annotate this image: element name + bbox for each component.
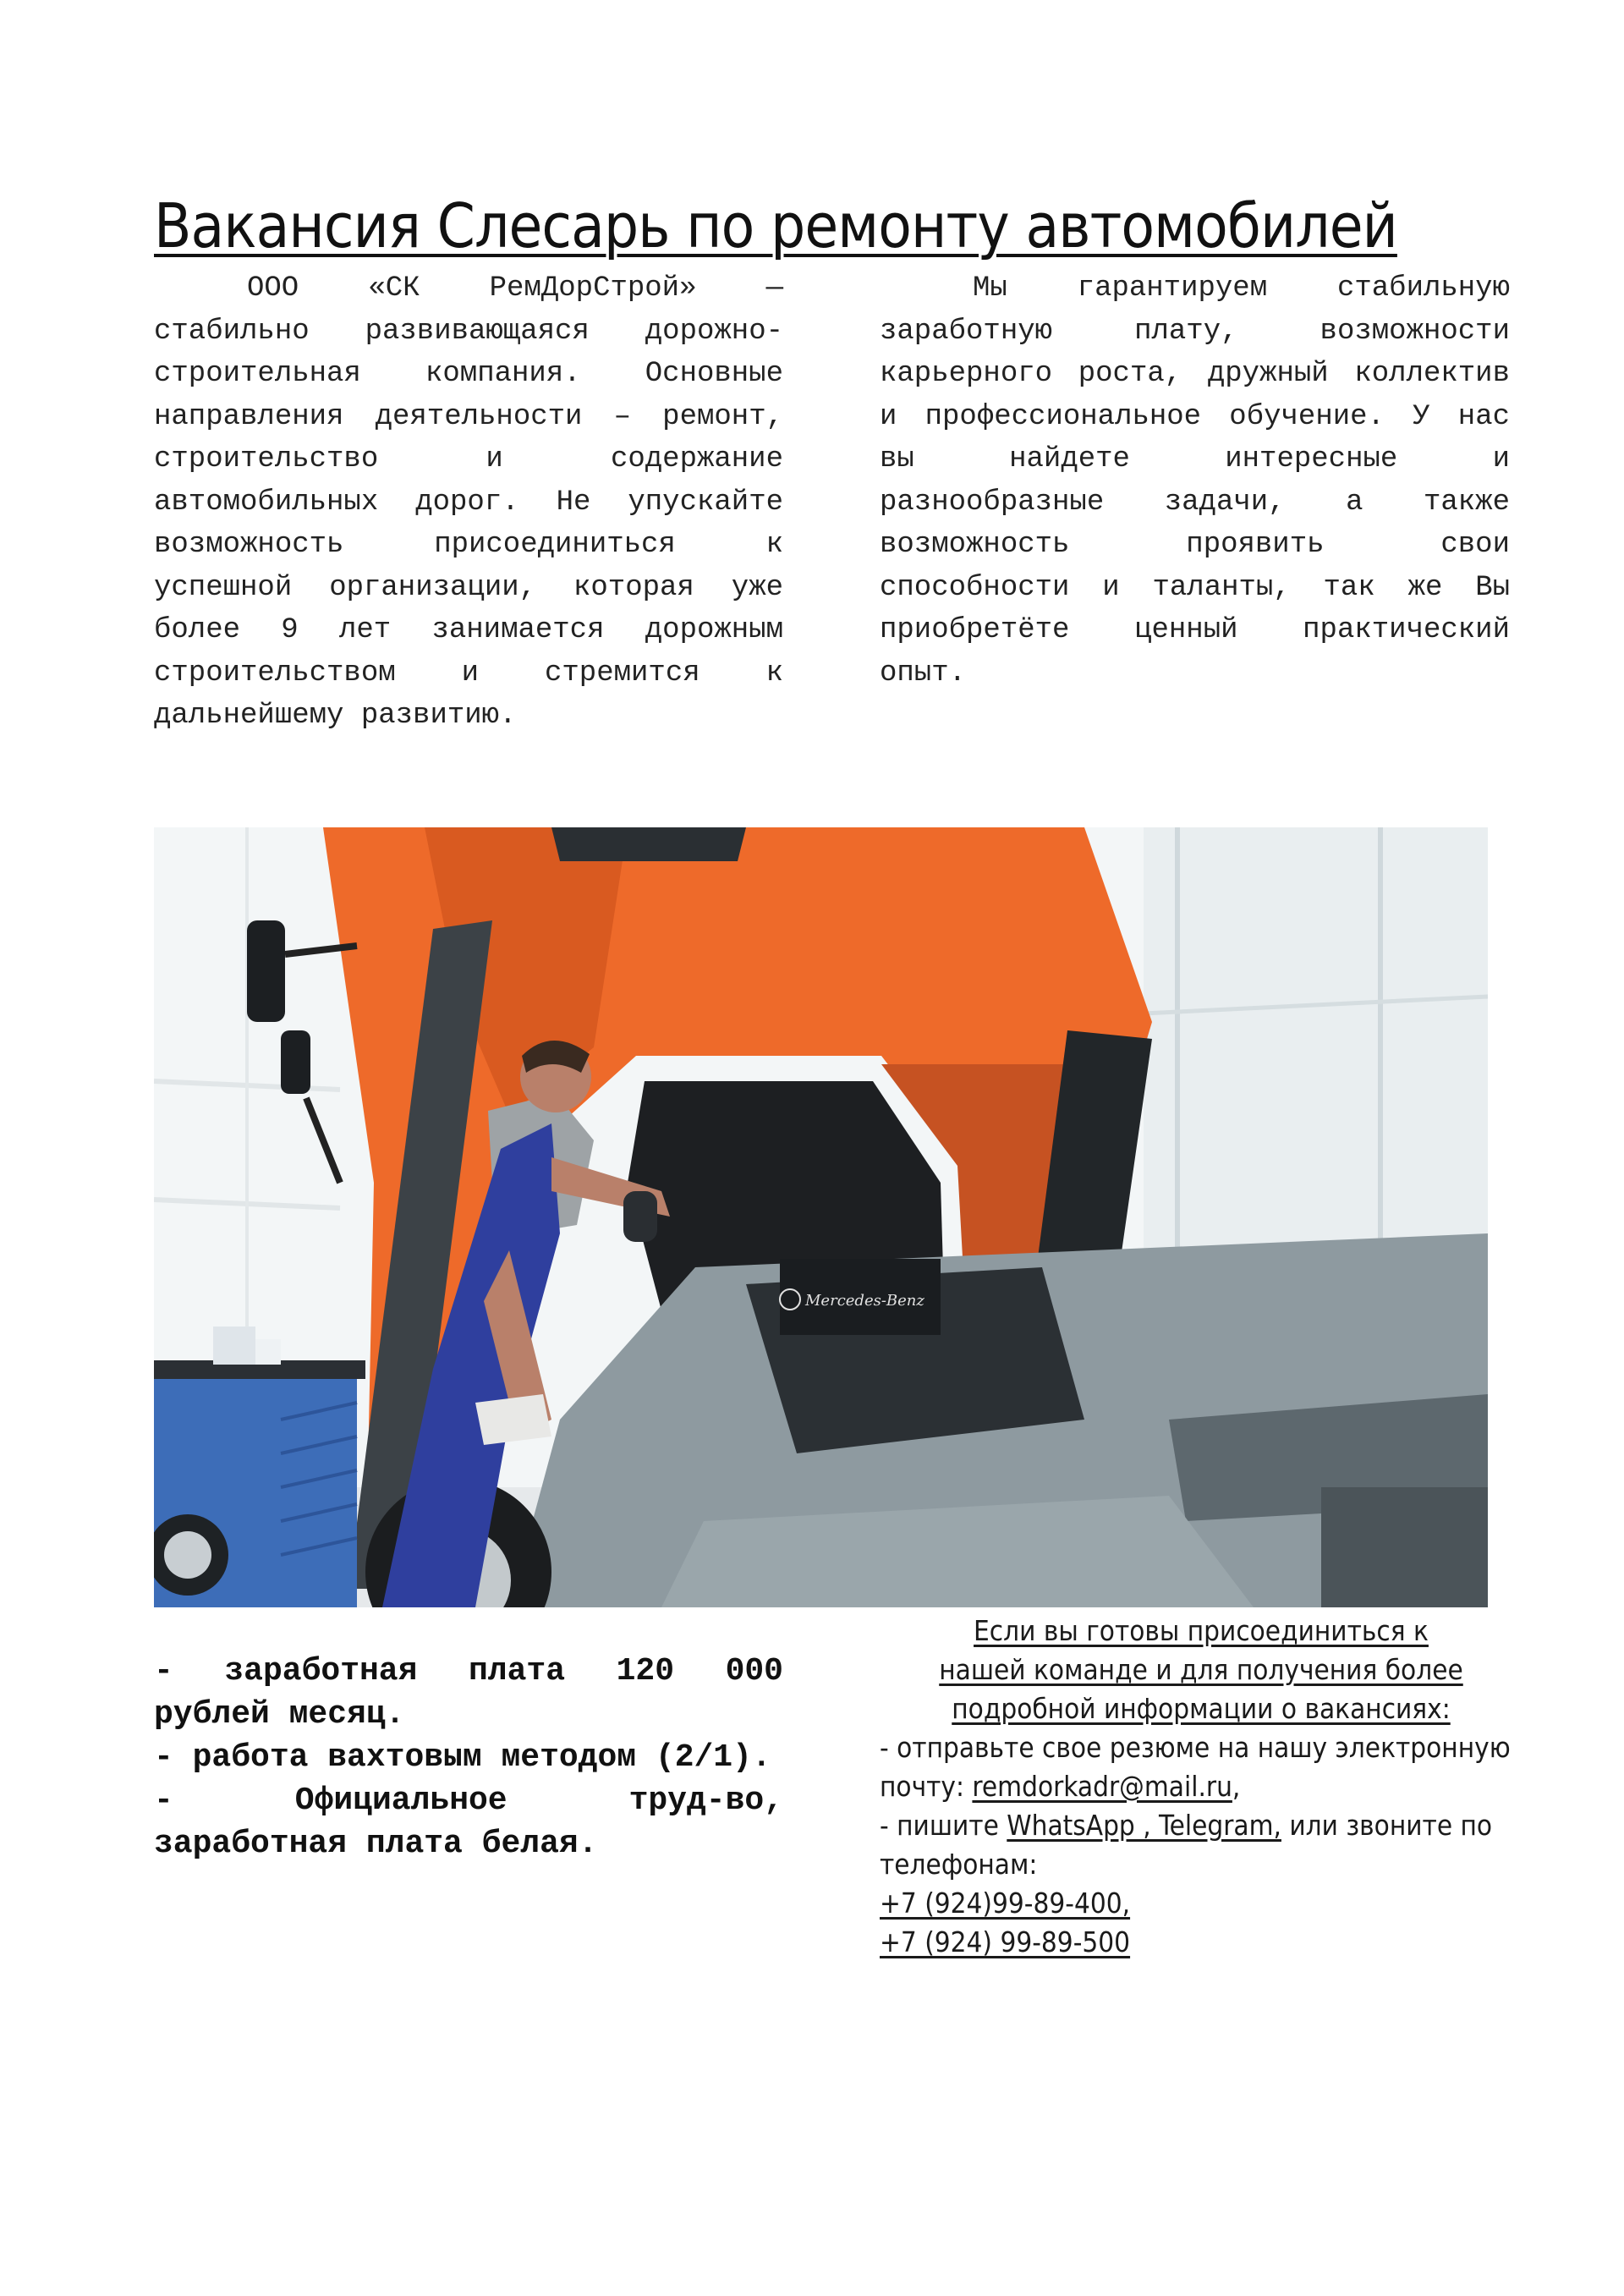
messenger-links[interactable]: WhatsApp , Telegram,: [1007, 1809, 1281, 1842]
resume-instruction-text: - отправьте свое резюме на нашу электронную почту:: [880, 1731, 1511, 1803]
condition-official-employment: - Официальное труд-во, заработная плата белая.: [154, 1782, 783, 1862]
messenger-prefix: - пишите: [880, 1809, 1007, 1842]
phone-link-1[interactable]: +7 (924)99-89-400,: [880, 1887, 1131, 1920]
condition-salary: - заработная плата 120 000 рублей месяц.: [154, 1653, 783, 1733]
messenger-instruction: [880, 1806, 1522, 1884]
contact-intro-line: нашей команде и для получения более: [939, 1653, 1463, 1686]
svg-text:Mercedes-Benz: Mercedes-Benz: [805, 1292, 924, 1310]
contact-intro-line: Если вы готовы присоединиться к: [974, 1614, 1429, 1647]
benefits-description: Мы гарантируем стабильную заработную плату, возможности карьерного роста, дружный коллектив и профессиональное обучение. У нас вы найдете интересные и разнообразные задачи, а также возможность проявить свои способности и таланты, так же Вы приобретёте ценный практический опыт.: [880, 272, 1510, 689]
contact-intro-line: подробной информации о вакансиях:: [952, 1692, 1451, 1725]
page-title: Вакансия Слесарь по ремонту автомобилей: [154, 190, 1397, 261]
truck-repair-illustration: [154, 827, 1488, 1607]
resume-instruction: [880, 1728, 1522, 1806]
condition-shift-work: - работа вахтовым методом (2/1).: [154, 1739, 771, 1776]
email-suffix: ,: [1232, 1770, 1241, 1803]
phone-link-2[interactable]: +7 (924) 99-89-500: [880, 1925, 1131, 1958]
mechanic-truck-photo: [154, 827, 1488, 1607]
email-link[interactable]: remdorkadr@mail.ru: [972, 1770, 1232, 1803]
company-description: ООО «СК РемДорСтрой» — стабильно развивающаяся дорожно-строительная компания. Основные направления деятельности – ремонт, строительство и содержание автомобильных дорог. Не упускайте возможность присоединиться к успешной организации, которая уже более 9 лет занимается дорожным строительством и стремится к дальнейшему развитию.: [154, 272, 783, 732]
job-conditions-list: [154, 1650, 783, 1865]
messenger-suffix: или звоните по телефонам:: [880, 1809, 1493, 1881]
contact-section: [880, 1612, 1522, 1962]
contact-intro: [880, 1612, 1522, 1728]
